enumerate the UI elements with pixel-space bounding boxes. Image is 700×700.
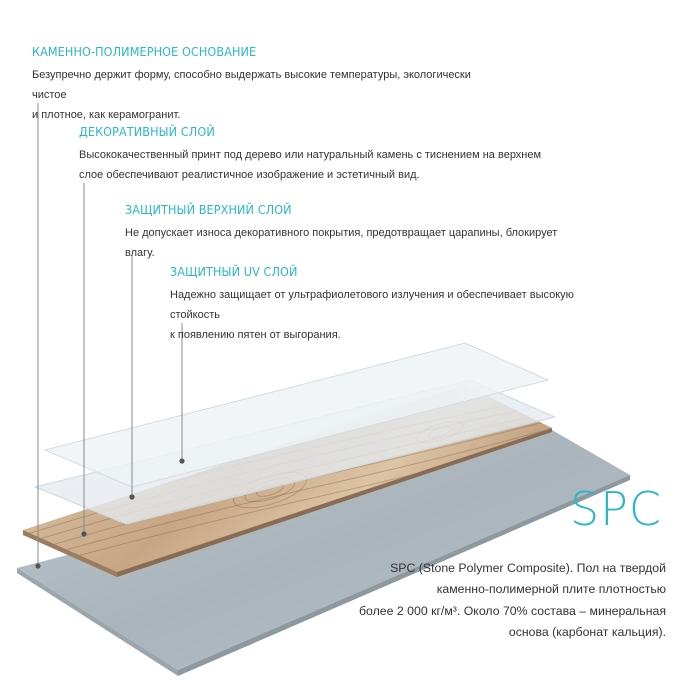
layer-description: Высококачественный принт под дерево или натуральный камень с тиснением на верхнем слое обеспечивают реалистичное изображение и эстетичный вид. xyxy=(79,149,542,181)
layer-title: ЗАЩИТНЫЙ UV СЛОЙ xyxy=(170,264,298,279)
layer-title: ЗАЩИТНЫЙ ВЕРХНИЙ СЛОЙ xyxy=(125,202,292,217)
layer-caption-top xyxy=(125,202,575,263)
leader-dot-base xyxy=(35,563,40,568)
spc-heading: SPC xyxy=(569,482,662,536)
spc-description: SPC (Stone Polymer Composite). Пол на твердой каменно-полимерной плите плотностью более 2 000 кг/м³. Около 70% состава – минеральная основа (карбонат кальция). xyxy=(359,561,666,639)
layer-description: Не допускает износа декоративного покрытия, предотвращает царапины, блокирует влагу. xyxy=(125,227,558,259)
leader-dot-decorative xyxy=(81,531,86,536)
layer-caption-decorative xyxy=(79,124,549,185)
layer-description: Надежно защищает от ультрафиолетового излучения и обеспечивает высокую стойкость к появлению пятен от выгорания. xyxy=(170,289,574,341)
leader-dot-uv xyxy=(179,458,184,463)
layer-title: КАМЕННО-ПОЛИМЕРНОЕ ОСНОВАНИЕ xyxy=(32,44,257,59)
leader-dot-top xyxy=(129,494,134,499)
layer-caption-base xyxy=(32,44,502,125)
layer-caption-uv xyxy=(170,264,620,345)
layer-title: ДЕКОРАТИВНЫЙ СЛОЙ xyxy=(79,124,215,139)
layer-description: Безупречно держит форму, способно выдержать высокие температуры, экологически чистое и плотное, как керамогранит. xyxy=(32,69,471,121)
